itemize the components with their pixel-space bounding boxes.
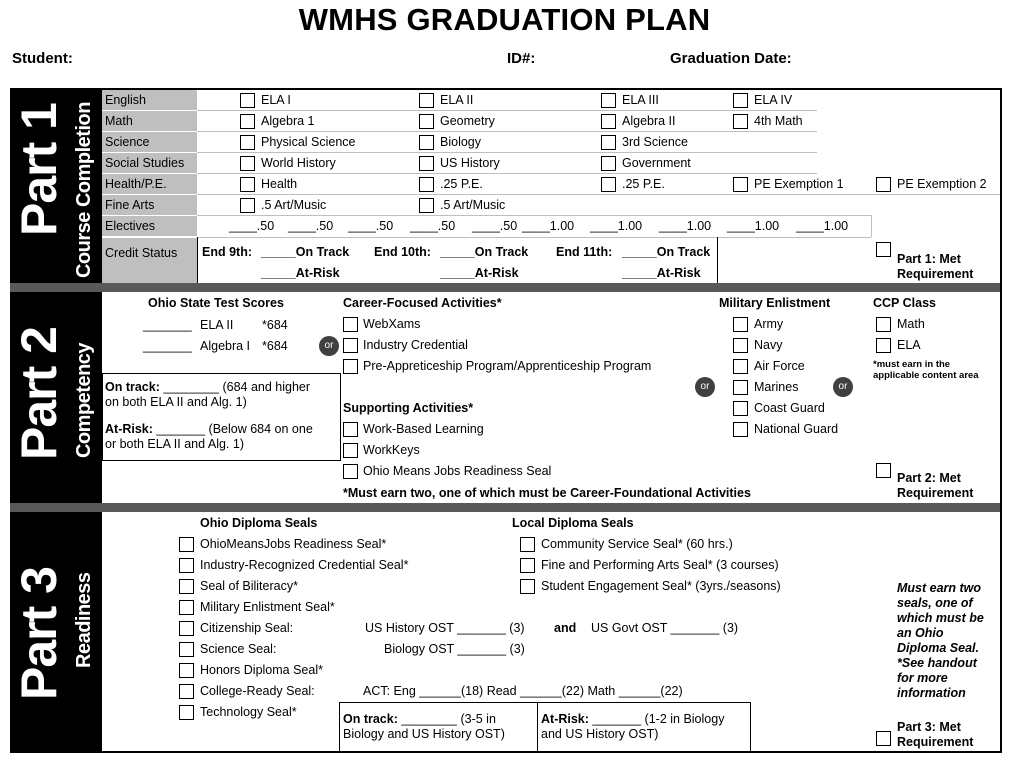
checkbox-ccp-math[interactable] [876,317,891,332]
checkbox-military-seal[interactable] [179,600,194,615]
end-10th-on-track: _____On Track [440,245,529,259]
course-4th-math: 4th Math [754,114,803,128]
part3-label: Part 3 [11,567,67,700]
course-physical-science: Physical Science [261,135,356,149]
part2-met-line2: Requirement [897,486,974,500]
local-seals-title: Local Diploma Seals [512,516,634,530]
row-label-fine-arts: Fine Arts [102,195,197,215]
supporting-omj-readiness: Ohio Means Jobs Readiness Seal [363,464,552,478]
checkbox-army[interactable] [733,317,748,332]
part2-at-risk: At-Risk: _______ (Below 684 on one [105,422,313,436]
ohio-seals-title: Ohio Diploma Seals [200,516,318,530]
checkbox-navy[interactable] [733,338,748,353]
checkbox-physical-science[interactable] [240,135,255,150]
checkbox-biology[interactable] [419,135,434,150]
course-ela-3: ELA III [622,93,659,107]
checkbox-pe-2[interactable] [601,177,616,192]
military-title: Military Enlistment [719,296,831,310]
military-navy: Navy [754,338,783,352]
ost-ela2-blank: _______ [143,318,192,332]
separator-1 [10,283,1002,292]
checkbox-biliteracy-seal[interactable] [179,579,194,594]
seal-technology: Technology Seal* [200,705,297,719]
supporting-title: Supporting Activities* [343,401,474,415]
checkbox-college-ready-seal[interactable] [179,684,194,699]
checkbox-citizenship-seal[interactable] [179,621,194,636]
seal-industry: Industry-Recognized Credential Seal* [200,558,409,572]
checkbox-omj-readiness[interactable] [343,464,358,479]
course-world-history: World History [261,156,336,170]
course-health: Health [261,177,298,191]
citizenship-us-history: US History OST _______ (3) [365,621,525,635]
elective-1: ____.50 [229,219,275,233]
checkbox-art-music-1[interactable] [240,198,255,213]
end-11th-label: End 11th: [556,245,613,259]
part2-sublabel: Competency [73,342,95,458]
supporting-work-based-learning: Work-Based Learning [363,422,484,436]
course-pe-2: .25 P.E. [622,177,665,191]
elective-5: ____.50 [472,219,518,233]
elective-2: ____.50 [288,219,334,233]
science-biology-ost: Biology OST _______ (3) [384,642,525,656]
row-label-electives: Electives [102,216,197,236]
checkbox-ela-2[interactable] [419,93,434,108]
course-art-music-1: .5 Art/Music [261,198,327,212]
checkbox-algebra-1[interactable] [240,114,255,129]
part3-met-line1: Part 3: Met [897,720,961,734]
elective-9: ____1.00 [727,219,780,233]
checkbox-marines[interactable] [733,380,748,395]
part2-must-earn: *Must earn two, one of which must be Career-Foundational Activities [343,486,751,500]
checkbox-fine-arts-seal[interactable] [520,558,535,573]
separator-2 [10,503,1002,512]
seal-military: Military Enlistment Seal* [200,600,335,614]
or-badge-career: or [695,377,715,397]
checkbox-work-based-learning[interactable] [343,422,358,437]
ccp-title: CCP Class [873,296,936,310]
part3-at-risk-detail: and US History OST) [541,727,659,741]
military-national-guard: National Guard [754,422,839,436]
citizenship-us-govt: US Govt OST _______ (3) [591,621,739,635]
part1-met-line1: Part 1: Met [897,252,961,266]
elective-8: ____1.00 [659,219,712,233]
citizenship-and: and [554,621,577,635]
checkbox-world-history[interactable] [240,156,255,171]
part1-sublabel: Course Completion [73,102,95,278]
course-pe-exemption-1: PE Exemption 1 [754,177,844,191]
seal-omj: OhioMeansJobs Readiness Seal* [200,537,387,551]
seal-college-ready: College-Ready Seal: [200,684,315,698]
seal-biliteracy: Seal of Biliteracy* [200,579,298,593]
checkbox-industry-credential[interactable] [343,338,358,353]
ccp-math: Math [897,317,925,331]
checkbox-ela-4[interactable] [733,93,748,108]
part3-sublabel: Readiness [73,572,95,668]
ost-ela2-score: *684 [262,318,288,332]
end-11th-on-track: _____On Track [622,245,711,259]
checkbox-pe-1[interactable] [419,177,434,192]
checkbox-honors-seal[interactable] [179,663,194,678]
checkbox-part3-met[interactable] [876,731,891,746]
checkbox-part1-met[interactable] [876,242,891,257]
part1-met-line2: Requirement [897,267,974,281]
seal-student-engagement: Student Engagement Seal* (3yrs./seasons) [541,579,781,593]
row-label-social-studies: Social Studies [102,153,197,173]
checkbox-student-engagement-seal[interactable] [520,579,535,594]
part1-label: Part 1 [11,103,67,236]
course-government: Government [622,156,691,170]
checkbox-technology-seal[interactable] [179,705,194,720]
supporting-workkeys: WorkKeys [363,443,420,457]
end-9th-label: End 9th: [202,245,252,259]
elective-3: ____.50 [348,219,394,233]
career-apprenticeship: Pre-Appreticeship Program/Apprenticeship Program [363,359,652,373]
checkbox-coast-guard[interactable] [733,401,748,416]
ost-alg1-score: *684 [262,339,288,353]
seal-citizenship: Citizenship Seal: [200,621,294,635]
part3-met-line2: Requirement [897,735,974,749]
seal-community-service: Community Service Seal* (60 hrs.) [541,537,733,551]
checkbox-algebra-2[interactable] [601,114,616,129]
part2-label: Part 2 [11,327,67,460]
row-label-english: English [102,90,197,110]
elective-4: ____.50 [410,219,456,233]
row-label-science: Science [102,132,197,152]
ccp-note: *must earn in the applicable content area [873,359,979,381]
course-ela-4: ELA IV [754,93,793,107]
ost-ela2-name: ELA II [200,318,234,332]
checkbox-pe-exemption-1[interactable] [733,177,748,192]
course-geometry: Geometry [440,114,495,128]
course-algebra-2: Algebra II [622,114,676,128]
part3-at-risk: At-Risk: _______ (1-2 in Biology [541,712,725,726]
or-badge-military: or [833,377,853,397]
end-9th-on-track: _____On Track [261,245,350,259]
military-air-force: Air Force [754,359,805,373]
seal-science: Science Seal: [200,642,277,656]
course-art-music-2: .5 Art/Music [440,198,506,212]
end-9th-at-risk: _____At-Risk [261,266,340,280]
career-webxams: WebXams [363,317,421,331]
seal-fine-arts: Fine and Performing Arts Seal* (3 courses) [541,558,779,572]
career-title: Career-Focused Activities* [343,296,502,310]
seal-honors: Honors Diploma Seal* [200,663,323,677]
ost-alg1-blank: _______ [143,339,192,353]
row-label-credit-status: Credit Status [102,238,197,283]
row-label-math: Math [102,111,197,131]
checkbox-apprenticeship[interactable] [343,359,358,374]
checkbox-community-service-seal[interactable] [520,537,535,552]
checkbox-3rd-science[interactable] [601,135,616,150]
part2-met-line1: Part 2: Met [897,471,961,485]
course-pe-1: .25 P.E. [440,177,483,191]
checkbox-pe-exemption-2[interactable] [876,177,891,192]
checkbox-part2-met[interactable] [876,463,891,478]
graduation-date-label: Graduation Date: [670,50,792,67]
page-title: WMHS GRADUATION PLAN [298,2,711,37]
part2-at-risk-detail: or both ELA II and Alg. 1) [105,437,244,451]
checkbox-omj-seal[interactable] [179,537,194,552]
checkbox-ccp-ela[interactable] [876,338,891,353]
college-ready-act: ACT: Eng ______(18) Read ______(22) Math ______(22) [363,684,683,698]
course-ela-1: ELA I [261,93,291,107]
id-label: ID#: [507,50,536,67]
checkbox-webxams[interactable] [343,317,358,332]
checkbox-ela-1[interactable] [240,93,255,108]
checkbox-us-history[interactable] [419,156,434,171]
checkbox-workkeys[interactable] [343,443,358,458]
course-pe-exemption-2: PE Exemption 2 [897,177,987,191]
course-us-history: US History [440,156,500,170]
checkbox-industry-seal[interactable] [179,558,194,573]
end-10th-at-risk: _____At-Risk [440,266,519,280]
or-badge-ost: or [319,336,339,356]
checkbox-national-guard[interactable] [733,422,748,437]
course-3rd-science: 3rd Science [622,135,689,149]
ost-title: Ohio State Test Scores [148,296,284,310]
elective-10: ____1.00 [796,219,849,233]
checkbox-air-force[interactable] [733,359,748,374]
part2-on-track: On track: ________ (684 and higher [105,380,311,394]
career-industry-credential: Industry Credential [363,338,468,352]
course-ela-2: ELA II [440,93,474,107]
checkbox-health[interactable] [240,177,255,192]
part3-on-track: On track: ________ (3-5 in [343,712,496,726]
ccp-ela: ELA [897,338,921,352]
elective-6: ____1.00 [522,219,575,233]
ost-alg1-name: Algebra I [200,339,251,353]
right-border [1000,88,1002,753]
student-label: Student: [12,50,73,67]
row-label-health: Health/P.E. [102,174,197,194]
end-10th-label: End 10th: [374,245,431,259]
course-algebra-1: Algebra 1 [261,114,315,128]
checkbox-4th-math[interactable] [733,114,748,129]
part2-on-track-detail: on both ELA II and Alg. 1) [105,395,247,409]
military-army: Army [754,317,784,331]
checkbox-ela-3[interactable] [601,93,616,108]
checkbox-science-seal[interactable] [179,642,194,657]
part3-on-track-detail: Biology and US History OST) [343,727,505,741]
military-coast-guard: Coast Guard [754,401,825,415]
elective-7: ____1.00 [590,219,643,233]
checkbox-art-music-2[interactable] [419,198,434,213]
checkbox-geometry[interactable] [419,114,434,129]
part3-note: Must earn two seals, one of which must be an Ohio Diploma Seal. *See handout for more information [897,581,984,700]
checkbox-government[interactable] [601,156,616,171]
end-11th-at-risk: _____At-Risk [622,266,701,280]
course-biology: Biology [440,135,481,149]
military-marines: Marines [754,380,799,394]
